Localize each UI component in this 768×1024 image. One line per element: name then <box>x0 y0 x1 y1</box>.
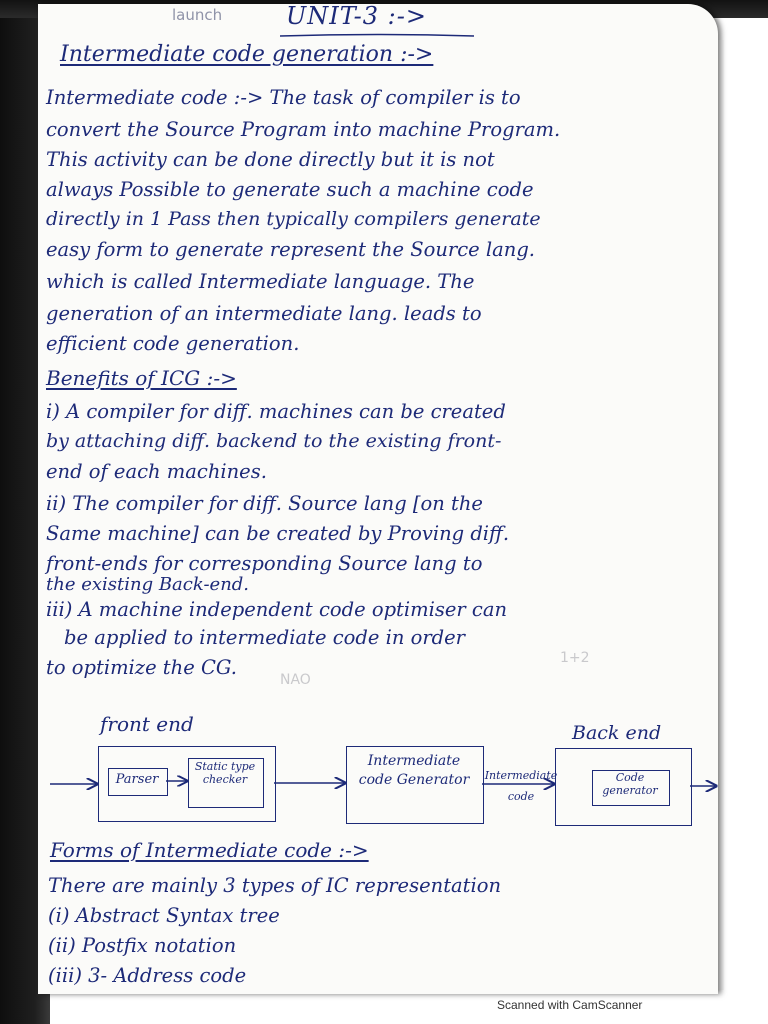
paragraph-line: always Possible to generate such a machine code <box>46 178 534 201</box>
benefit-line: be applied to intermediate code in order <box>64 626 466 649</box>
form-item: (iii) 3- Address code <box>48 964 247 987</box>
paragraph-line: generation of an intermediate lang. leads to <box>46 302 482 325</box>
benefit-line: to optimize the CG. <box>46 656 237 679</box>
code-generator-label: Code generator <box>602 771 658 797</box>
benefit-line: the existing Back-end. <box>46 574 250 595</box>
front-end-label: front end <box>100 712 194 736</box>
paragraph-line: efficient code generation. <box>46 332 300 355</box>
benefit-line: by attaching diff. backend to the existing front- <box>46 430 502 452</box>
benefit-line: Same machine] can be created by Proving diff. <box>46 522 510 545</box>
icg-label: Intermediate code Generator <box>358 753 470 788</box>
bleed-through-mark: 1+2 <box>560 650 590 666</box>
checker-label: Static type checker <box>194 760 256 786</box>
paragraph-line: This activity can be done directly but it is not <box>46 148 495 171</box>
forms-title: Forms of Intermediate code :-> <box>50 838 369 862</box>
benefit-line: ii) The compiler for diff. Source lang [on the <box>46 492 483 515</box>
paragraph-line: which is called Intermediate language. The <box>46 270 475 293</box>
benefit-line: front-ends for corresponding Source lang to <box>46 552 483 575</box>
forms-intro: There are mainly 3 types of IC representation <box>48 874 502 897</box>
parser-label: Parser <box>115 772 159 787</box>
scanner-watermark: Scanned with CamScanner <box>497 998 643 1012</box>
benefit-line: i) A compiler for diff. machines can be created <box>46 400 506 423</box>
bleed-through-mark: NAO <box>280 672 311 688</box>
section-heading: Intermediate code generation :-> <box>60 42 434 67</box>
paragraph-line: convert the Source Program into machine Program. <box>46 118 561 141</box>
form-item: (i) Abstract Syntax tree <box>48 904 280 927</box>
benefit-line: iii) A machine independent code optimiser can <box>46 598 508 621</box>
back-end-label: Back end <box>572 722 662 744</box>
paragraph-line: easy form to generate represent the Source lang. <box>46 238 535 261</box>
paragraph-line: directly in 1 Pass then typically compilers generate <box>46 208 541 230</box>
unit-title: UNIT-3 :-> <box>286 2 427 30</box>
benefits-title: Benefits of ICG :-> <box>46 366 237 390</box>
form-item: (ii) Postfix notation <box>48 934 237 957</box>
benefit-line: end of each machines. <box>46 460 267 483</box>
header-corner: launch <box>172 6 223 24</box>
intermediate-code-arrow-label: Intermediate code <box>484 769 558 803</box>
paragraph-line: Intermediate code :-> The task of compiler is to <box>46 86 521 109</box>
